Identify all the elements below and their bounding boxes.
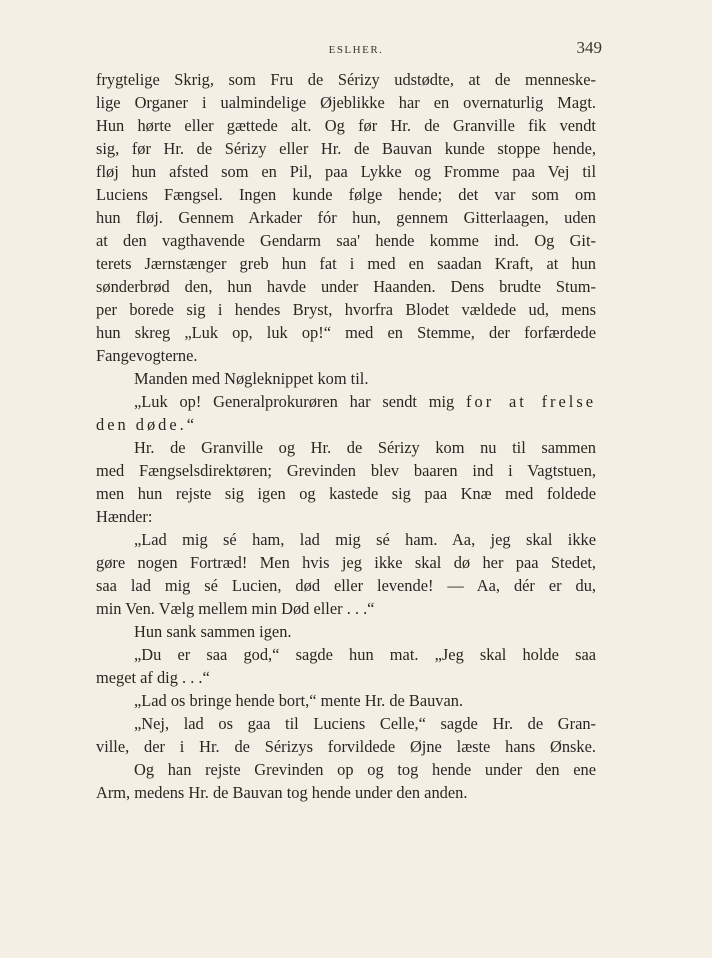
text-line: sig, før Hr. de Sérizy eller Hr. de Bauvan kunde stoppe hende,: [96, 139, 596, 158]
text-line: frygtelige Skrig, som Fru de Sérizy udstødte, at de menneske-: [96, 70, 596, 89]
text-line: at den vagthavende Gendarm saa' hende komme ind. Og Git-: [96, 231, 596, 250]
text-line: hun skreg „Luk op, luk op!“ med en Stemme, der forfærdede: [96, 323, 596, 342]
running-title: ESLHER.: [328, 44, 384, 56]
text-segment: „Luk op! Generalprokurøren har sendt mig: [134, 392, 467, 411]
text-line: Hun sank sammen igen.: [134, 622, 292, 641]
text-line: ville, der i Hr. de Sérizys forvildede Øjne læste hans Ønske.: [96, 737, 596, 756]
body-text: [96, 68, 596, 804]
text-line: fløj hun afsted som en Pil, paa Lykke og Fromme paa Vej til: [96, 162, 596, 181]
text-line: [96, 390, 596, 413]
text-line: Og han rejste Grevinden op og tog hende under den ene: [134, 760, 596, 779]
text-line: „Lad mig sé ham, lad mig sé ham. Aa, jeg skal ikke: [134, 530, 596, 549]
text-line: men hun rejste sig igen og kastede sig paa Knæ med foldede: [96, 484, 596, 503]
text-segment: “: [186, 415, 195, 434]
text-line: „Lad os bringe hende bort,“ mente Hr. de Bauvan.: [134, 691, 464, 710]
text-line: Arm, medens Hr. de Bauvan tog hende under den anden.: [96, 783, 468, 802]
text-line: meget af dig . . .“: [96, 668, 210, 687]
text-line: lige Organer i ualmindelige Øjeblikke har en overnaturlig Magt.: [96, 93, 596, 112]
text-line: hun fløj. Gennem Arkader fór hun, gennem Gitterlaagen, uden: [96, 208, 596, 227]
text-line: Hænder:: [96, 507, 153, 526]
text-line: min Ven. Vælg mellem min Død eller . . .“: [96, 599, 375, 618]
text-line: Hr. de Granville og Hr. de Sérizy kom nu til sammen: [134, 438, 596, 457]
spaced-text-segment: den døde.: [96, 415, 187, 434]
text-line: [96, 413, 596, 436]
text-line: saa lad mig sé Lucien, død eller levende! — Aa, dér er du,: [96, 576, 596, 595]
spaced-text-segment: for at frelse: [466, 392, 596, 411]
text-line: terets Jærnstænger greb hun fat i med en saadan Kraft, at hun: [96, 254, 596, 273]
page-number: 349: [576, 38, 602, 57]
text-line: Luciens Fængsel. Ingen kunde følge hende; det var som om: [96, 185, 596, 204]
text-line: „Nej, lad os gaa til Luciens Celle,“ sagde Hr. de Gran-: [134, 714, 596, 733]
text-line: sønderbrød den, hun havde under Haanden. Dens brudte Stum-: [96, 277, 596, 296]
text-line: Hun hørte eller gættede alt. Og før Hr. de Granville fik vendt: [96, 116, 596, 135]
text-line: Fangevogterne.: [96, 346, 198, 365]
text-line: Manden med Nøgleknippet kom til.: [134, 369, 369, 388]
text-line: gøre nogen Fortræd! Men hvis jeg ikke skal dø her paa Stedet,: [96, 553, 596, 572]
text-line: „Du er saa god,“ sagde hun mat. „Jeg skal holde saa: [134, 645, 596, 664]
text-line: per borede sig i hendes Bryst, hvorfra Blodet vældede ud, mens: [96, 300, 596, 319]
text-line: med Fængselsdirektøren; Grevinden blev baaren ind i Vagtstuen,: [96, 461, 596, 480]
